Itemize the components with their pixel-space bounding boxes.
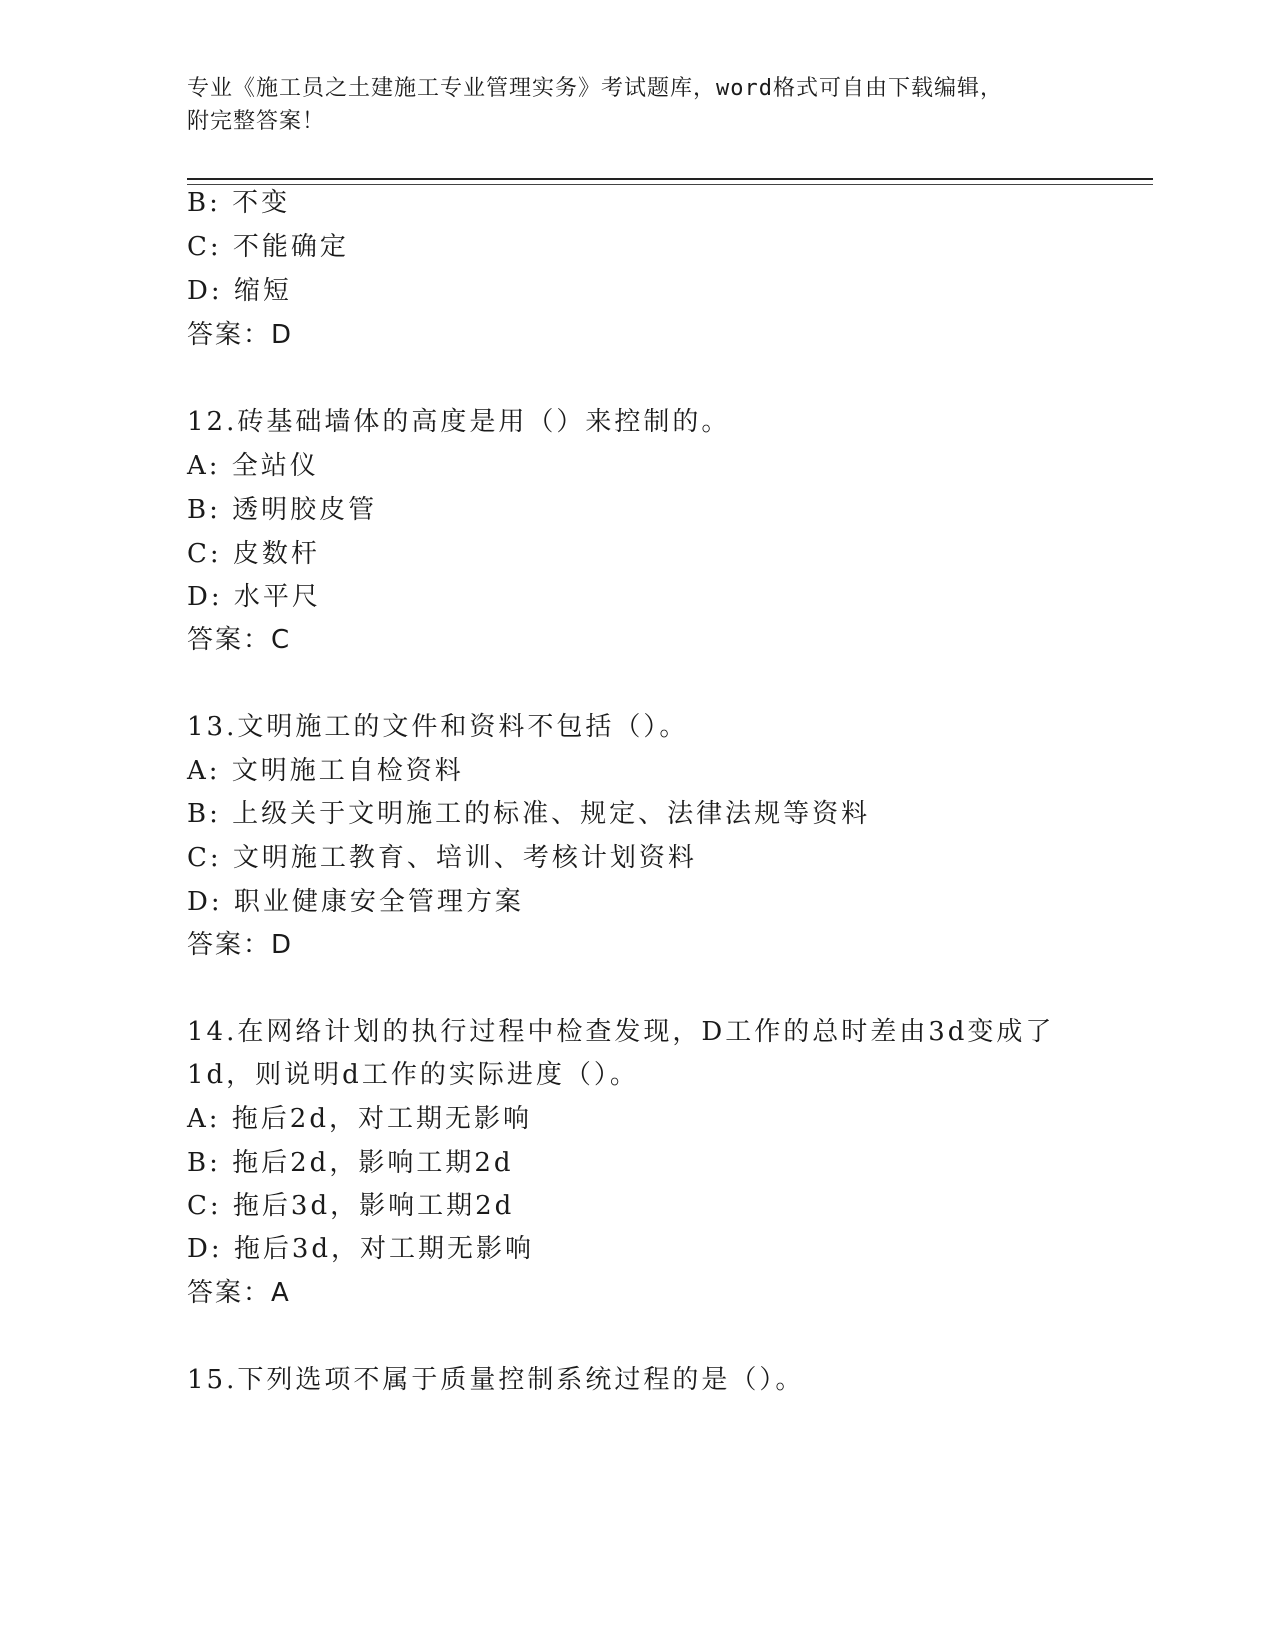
q14-option-a: A: 拖后2d，对工期无影响 <box>187 1104 532 1134</box>
q13-stem: 13.文明施工的文件和资料不包括（）。 <box>187 712 689 742</box>
q13-option-b: B: 上级关于文明施工的标准、规定、法律法规等资料 <box>187 799 871 829</box>
q13-option-a: A: 文明施工自检资料 <box>187 756 464 786</box>
header-line-1: 专业《施工员之土建施工专业管理实务》考试题库，word格式可自由下载编辑， <box>187 76 1003 101</box>
q12-stem: 12.砖基础墙体的高度是用（）来控制的。 <box>187 407 731 437</box>
q12-option-d: D: 水平尺 <box>187 582 321 612</box>
q12-option-c: C: 皮数杆 <box>187 539 320 569</box>
q11-answer: 答案：D <box>187 320 294 350</box>
q13-option-c: C: 文明施工教育、培训、考核计划资料 <box>187 843 697 873</box>
header-rule-thin <box>187 184 1153 185</box>
q14-answer: 答案：A <box>187 1278 291 1308</box>
q15-stem: 15.下列选项不属于质量控制系统过程的是（）。 <box>187 1365 805 1395</box>
q11-option-d: D: 缩短 <box>187 276 292 306</box>
q14-option-b: B: 拖后2d，影响工期2d <box>187 1148 514 1178</box>
q12-option-b: B: 透明胶皮管 <box>187 495 378 525</box>
header-rule-thick <box>187 178 1153 180</box>
header-line-2: 附完整答案！ <box>187 109 326 134</box>
q12-option-a: A: 全站仪 <box>187 451 319 481</box>
q12-answer: 答案：C <box>187 625 292 655</box>
q11-option-b: B: 不变 <box>187 188 291 218</box>
q14-option-c: C: 拖后3d，影响工期2d <box>187 1191 515 1221</box>
document-header <box>187 72 1087 138</box>
q13-answer: 答案：D <box>187 930 294 960</box>
q13-option-d: D: 职业健康安全管理方案 <box>187 887 524 917</box>
q14-option-d: D: 拖后3d，对工期无影响 <box>187 1234 535 1264</box>
q14-stem-line-2: 1d，则说明d工作的实际进度（）。 <box>187 1060 639 1090</box>
q11-option-c: C: 不能确定 <box>187 232 349 262</box>
q14-stem-line-1: 14.在网络计划的执行过程中检查发现，D工作的总时差由3d变成了 <box>187 1017 1055 1047</box>
